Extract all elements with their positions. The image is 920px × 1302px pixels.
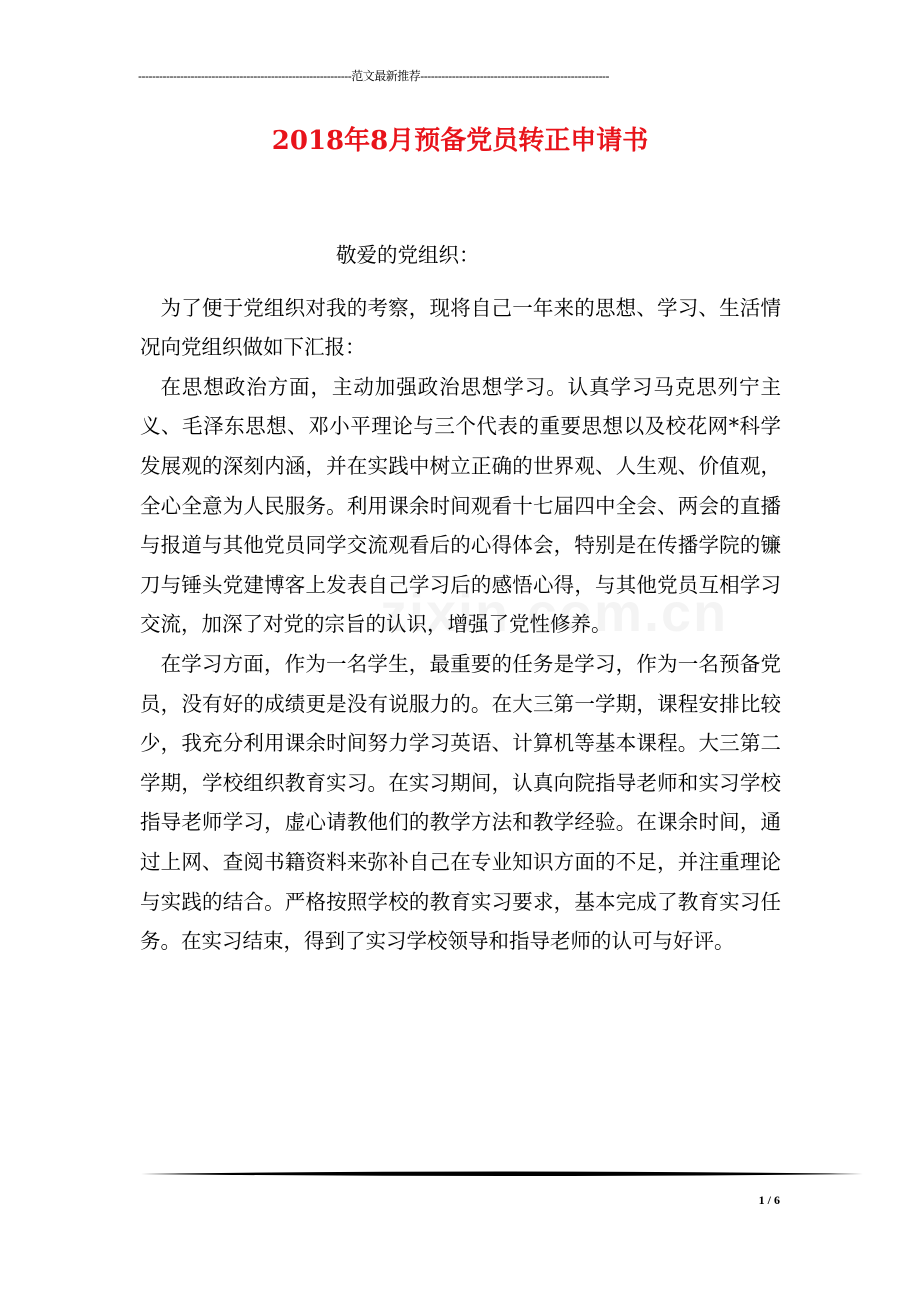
header-banner: -------------------------------------------------------------范文最新推荐------------------------------------------------------ xyxy=(138,69,610,83)
salutation: 敬爱的党组织： xyxy=(336,243,480,267)
document-title: 2018年8月预备党员转正申请书 xyxy=(271,126,649,156)
paragraph-study: 在学习方面，作为一名学生，最重要的任务是学习，作为一名预备党员，没有好的成绩更是没有说服力的。在大三第一学期，课程安排比较少，我充分利用课余时间努力学习英语、计算机等基本课程。大三第二学期，学校组织教育实习。在实习期间，认真向院指导老师和实习学校指导老师学习，虚心请教他们的教学方法和教学经验。在课余时间，通过上网、查阅书籍资料来弥补自己在专业知识方面的不足，并注重理论与实践的结合。严格按照学校的教育实习要求，基本完成了教育实习任务。在实习结束，得到了实习学校领导和指导老师的认可与好评。 xyxy=(140,651,781,954)
page-number: 1 / 6 xyxy=(758,1193,780,1207)
paragraph-politics: 在思想政治方面，主动加强政治思想学习。认真学习马克思列宁主义、毛泽东思想、邓小平理论与三个代表的重要思想以及校花网*科学发展观的深刻内涵，并在实践中树立正确的世界观、人生观、价值观，全心全意为人民服务。利用课余时间观看十七届四中全会、两会的直播与报道与其他党员同学交流观看后的心得体会，特别是在传播学院的镰刀与锤头党建博客上发表自己学习后的感悟心得，与其他党员互相学习交流，加深了对党的宗旨的认识，增强了党性修养。 xyxy=(140,374,781,637)
footer-rule xyxy=(141,1170,863,1178)
paragraph-intro: 为了便于党组织对我的考察，现将自己一年来的思想、学习、生活情况向党组织做如下汇报： xyxy=(140,295,781,360)
document-body xyxy=(140,236,781,962)
